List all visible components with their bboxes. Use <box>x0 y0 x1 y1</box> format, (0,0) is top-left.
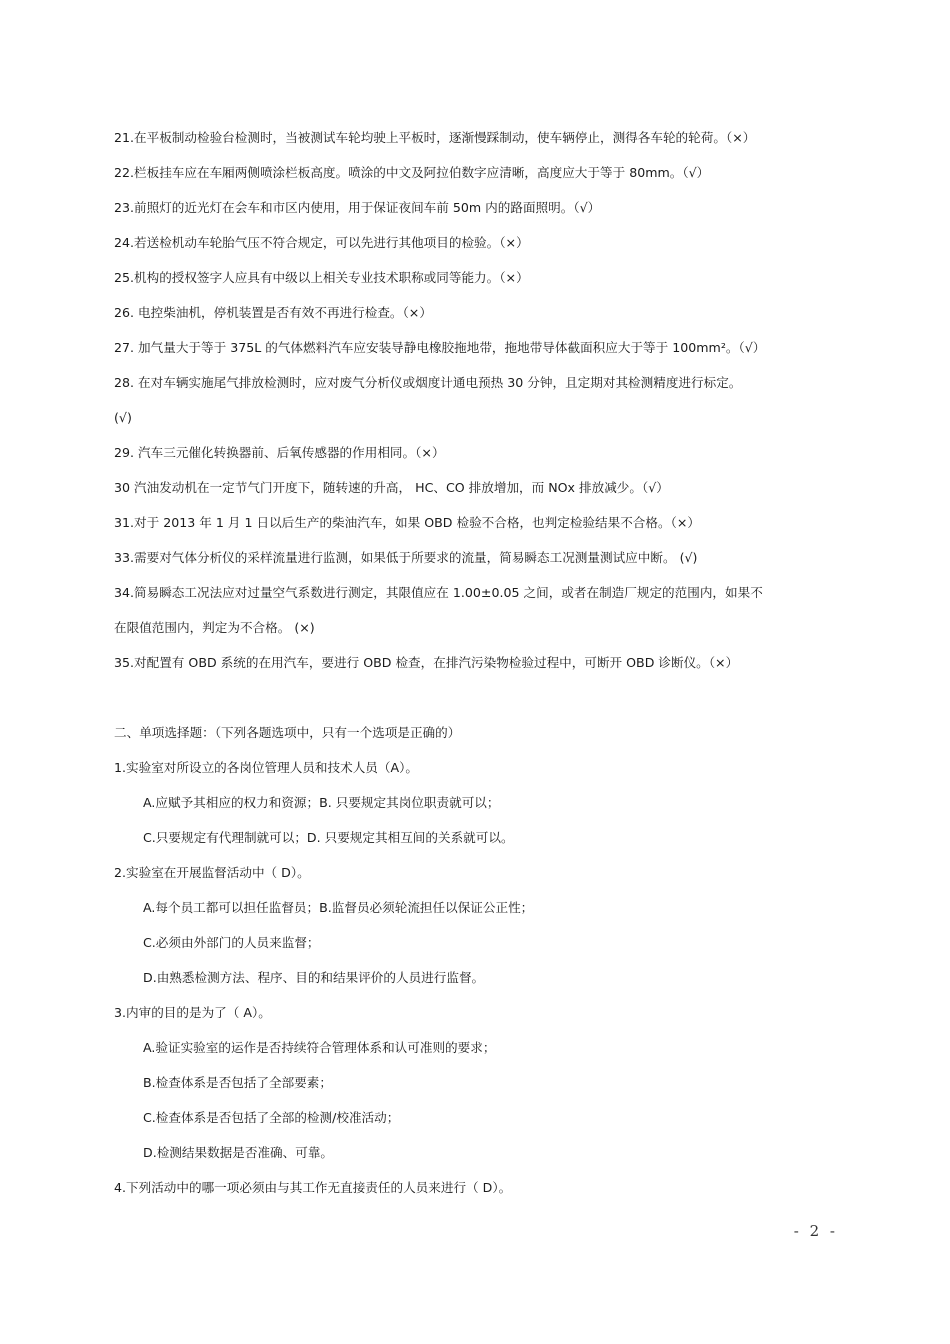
section-heading: 二、单项选择题：（下列各题选项中，只有一个选项是正确的） <box>114 725 461 740</box>
judgment-item-35: 35.对配置有 OBD 系统的在用汽车，要进行 OBD 检查，在排汽污染物检验过程中，可断开 OBD 诊断仪。（×） <box>114 655 739 670</box>
judgment-item-30: 30 汽油发动机在一定节气门开度下，随转速的升高， HC、CO 排放增加，而 NOx 排放减少。（√） <box>114 480 669 495</box>
judgment-item-24: 24.若送检机动车轮胎气压不符合规定，可以先进行其他项目的检验。（×） <box>114 235 529 250</box>
judgment-item-28-answer: (√) <box>114 410 132 425</box>
judgment-item-21: 21.在平板制动检验台检测时，当被测试车轮均驶上平板时，逐渐慢踩制动，使车辆停止，测得各车轮的轮荷。（×） <box>114 130 756 145</box>
choice-option: A.每个员工都可以担任监督员；B.监督员必须轮流担任以保证公正性； <box>143 900 534 915</box>
choice-option: A.应赋予其相应的权力和资源；B. 只要规定其岗位职责就可以； <box>143 795 500 810</box>
choice-option: D.由熟悉检测方法、程序、目的和结果评价的人员进行监督。 <box>143 970 485 985</box>
judgment-item-34-cont: 在限值范围内，判定为不合格。 (×) <box>114 620 315 635</box>
choice-option: C.必须由外部门的人员来监督； <box>143 935 320 950</box>
judgment-item-23: 23.前照灯的近光灯在会车和市区内使用，用于保证夜间车前 50m 内的路面照明。（√） <box>114 200 601 215</box>
choice-question-4: 4.下列活动中的哪一项必须由与其工作无直接责任的人员来进行（ D）。 <box>114 1180 512 1195</box>
choice-option: C.检查体系是否包括了全部的检测/校准活动； <box>143 1110 400 1125</box>
judgment-item-29: 29. 汽车三元催化转换器前、后氧传感器的作用相同。（×） <box>114 445 445 460</box>
judgment-item-34: 34.简易瞬态工况法应对过量空气系数进行测定，其限值应在 1.00±0.05 之间，或者在制造厂规定的范围内，如果不 <box>114 585 763 600</box>
judgment-item-22: 22.栏板挂车应在车厢两侧喷涂栏板高度。喷涂的中文及阿拉伯数字应清晰，高度应大于等于 80mm。（√） <box>114 165 710 180</box>
judgment-item-33: 33.需要对气体分析仪的采样流量进行监测，如果低于所要求的流量，简易瞬态工况测量测试应中断。 (√) <box>114 550 698 565</box>
choice-option: B.检查体系是否包括了全部要素； <box>143 1075 332 1090</box>
choice-question-2: 2.实验室在开展监督活动中（ D）。 <box>114 865 310 880</box>
judgment-item-31: 31.对于 2013 年 1 月 1 日以后生产的柴油汽车，如果 OBD 检验不合格，也判定检验结果不合格。（×） <box>114 515 701 530</box>
choice-question-1: 1.实验室对所设立的各岗位管理人员和技术人员（A）。 <box>114 760 418 775</box>
choice-option: D.检测结果数据是否准确、可靠。 <box>143 1145 334 1160</box>
judgment-item-27: 27. 加气量大于等于 375L 的气体燃料汽车应安装导静电橡胶拖地带，拖地带导体截面积应大于等于 100mm²。（√） <box>114 340 766 355</box>
judgment-item-28: 28. 在对车辆实施尾气排放检测时，应对废气分析仪或烟度计通电预热 30 分钟，且定期对其检测精度进行标定。 <box>114 375 742 390</box>
page-number: - 2 - <box>793 1222 838 1240</box>
judgment-item-26: 26. 电控柴油机，停机装置是否有效不再进行检查。（×） <box>114 305 432 320</box>
choice-option: A.验证实验室的运作是否持续符合管理体系和认可准则的要求； <box>143 1040 496 1055</box>
choice-option: C.只要规定有代理制就可以；D. 只要规定其相互间的关系就可以。 <box>143 830 514 845</box>
judgment-item-25: 25.机构的授权签字人应具有中级以上相关专业技术职称或同等能力。（×） <box>114 270 529 285</box>
choice-question-3: 3.内审的目的是为了（ A）。 <box>114 1005 271 1020</box>
